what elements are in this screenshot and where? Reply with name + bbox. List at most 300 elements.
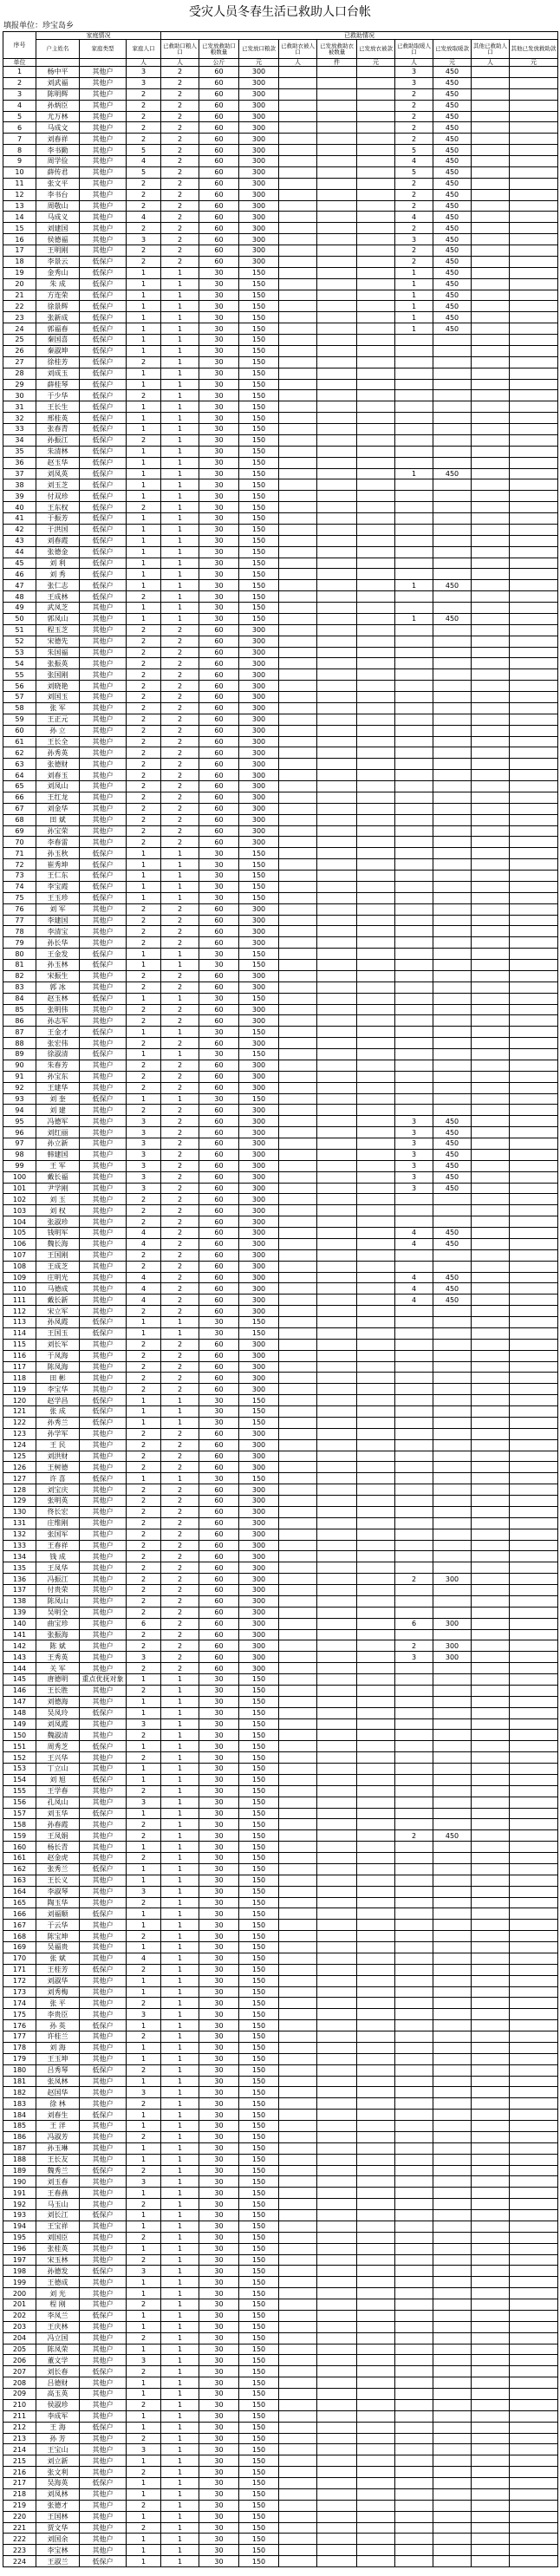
cell-seq: 175 [3, 2009, 36, 2020]
cell-clothing-qty [317, 89, 357, 101]
cell-householder: 刘长军 [36, 1340, 80, 1351]
cell-heating-persons [395, 737, 433, 748]
cell-other-money [510, 2311, 558, 2322]
cell-family-size: 1 [127, 2277, 161, 2288]
unit-cell: 公斤 [199, 59, 239, 67]
cell-clothing-money [357, 558, 395, 570]
cell-clothing-persons [279, 424, 317, 435]
cell-grain-persons: 1 [161, 2009, 199, 2020]
cell-clothing-money [357, 1462, 395, 1473]
cell-family-type: 其他户 [80, 1786, 127, 1797]
cell-seq: 6 [3, 122, 36, 134]
cell-other-money [510, 2455, 558, 2467]
cell-clothing-money [357, 1987, 395, 1999]
table-row [3, 837, 558, 848]
cell-heating-money [433, 994, 472, 1005]
cell-family-type: 低保户 [80, 390, 127, 401]
cell-clothing-qty [317, 1529, 357, 1541]
cell-clothing-money [357, 1797, 395, 1809]
cell-other-money [510, 1060, 558, 1072]
cell-other-money [510, 703, 558, 714]
table-row [3, 380, 558, 391]
cell-clothing-money [357, 2545, 395, 2556]
cell-heating-persons [395, 2087, 433, 2098]
cell-grain-persons: 2 [161, 1015, 199, 1027]
cell-grain-qty: 60 [199, 101, 239, 112]
cell-seq: 69 [3, 826, 36, 838]
cell-householder: 贾文华 [36, 2523, 80, 2534]
cell-heating-persons [395, 1853, 433, 1864]
cell-family-size: 3 [127, 2087, 161, 2098]
cell-heating-persons [395, 1072, 433, 1083]
cell-grain-persons: 1 [161, 848, 199, 859]
cell-clothing-money [357, 89, 395, 101]
cell-grain-qty: 30 [199, 435, 239, 447]
cell-clothing-money [357, 67, 395, 78]
table-row [3, 279, 558, 290]
cell-family-size: 1 [127, 279, 161, 290]
cell-family-type: 其他户 [80, 2455, 127, 2467]
cell-householder: 徐淑清 [36, 1049, 80, 1060]
cell-grain-money: 150 [239, 1842, 279, 1853]
cell-other-money [510, 502, 558, 513]
cell-family-type: 其他户 [80, 1652, 127, 1663]
cell-heating-persons [395, 1697, 433, 1708]
cell-grain-money: 300 [239, 1562, 279, 1574]
cell-grain-money: 150 [239, 1931, 279, 1942]
table-row [3, 916, 558, 927]
cell-clothing-qty [317, 2221, 357, 2233]
cell-heating-persons [395, 2009, 433, 2020]
cell-clothing-qty [317, 2423, 357, 2434]
cell-heating-persons [395, 2065, 433, 2077]
cell-clothing-qty [317, 781, 357, 792]
cell-clothing-persons [279, 603, 317, 614]
cell-family-size: 2 [127, 1362, 161, 1373]
cell-clothing-qty [317, 447, 357, 458]
cell-grain-money: 150 [239, 301, 279, 312]
cell-family-type: 低保户 [80, 1094, 127, 1105]
cell-grain-persons: 2 [161, 1484, 199, 1496]
cell-heating-money [433, 2489, 472, 2501]
cell-seq: 131 [3, 1518, 36, 1529]
cell-other-persons [472, 1819, 510, 1830]
cell-householder: 李成军 [36, 2411, 80, 2423]
cell-clothing-persons [279, 2523, 317, 2534]
cell-family-size: 1 [127, 859, 161, 871]
cell-clothing-persons [279, 112, 317, 123]
cell-seq: 208 [3, 2377, 36, 2389]
cell-grain-persons: 2 [161, 1596, 199, 1608]
cell-clothing-money [357, 223, 395, 234]
cell-grain-persons: 1 [161, 458, 199, 469]
cell-other-money [510, 223, 558, 234]
cell-clothing-persons [279, 401, 317, 413]
cell-householder: 宋振生 [36, 971, 80, 982]
cell-family-type: 低保户 [80, 2311, 127, 2322]
cell-householder: 李书勤 [36, 145, 80, 156]
cell-grain-money: 150 [239, 848, 279, 859]
cell-clothing-persons [279, 290, 317, 302]
cell-heating-money [433, 1719, 472, 1731]
cell-clothing-qty [317, 1473, 357, 1484]
cell-grain-qty: 30 [199, 2087, 239, 2098]
table-row [3, 826, 558, 838]
cell-grain-persons: 2 [161, 1262, 199, 1273]
cell-grain-persons: 1 [161, 2455, 199, 2467]
cell-family-size: 2 [127, 1529, 161, 1541]
cell-heating-money [433, 424, 472, 435]
cell-seq: 162 [3, 1864, 36, 1875]
cell-heating-money [433, 1060, 472, 1072]
cell-clothing-qty [317, 335, 357, 346]
cell-seq: 222 [3, 2534, 36, 2545]
cell-other-persons [472, 201, 510, 212]
cell-clothing-money [357, 1830, 395, 1842]
cell-clothing-persons [279, 916, 317, 927]
cell-clothing-persons [279, 2377, 317, 2389]
cell-clothing-money [357, 1306, 395, 1317]
cell-heating-money [433, 2311, 472, 2322]
cell-family-size: 1 [127, 1708, 161, 1719]
cell-clothing-qty [317, 2512, 357, 2523]
cell-family-type: 其他户 [80, 1875, 127, 1887]
table-row [3, 2244, 558, 2255]
cell-grain-money: 300 [239, 167, 279, 179]
cell-householder: 张文平 [36, 179, 80, 190]
cell-heating-money: 450 [433, 1127, 472, 1138]
cell-grain-qty: 30 [199, 2444, 239, 2455]
cell-clothing-money [357, 279, 395, 290]
cell-grain-qty: 30 [199, 2545, 239, 2556]
cell-grain-money: 300 [239, 1295, 279, 1306]
cell-heating-money [433, 346, 472, 357]
cell-other-money [510, 1418, 558, 1429]
cell-heating-persons [395, 1094, 433, 1105]
cell-heating-persons [395, 2455, 433, 2467]
cell-householder: 冯立国 [36, 2333, 80, 2344]
cell-householder: 刘建国 [36, 223, 80, 234]
column-header-clothing-qty: 已发放救助衣被数量 [317, 40, 357, 59]
cell-clothing-money [357, 346, 395, 357]
cell-seq: 221 [3, 2523, 36, 2534]
table-row [3, 525, 558, 536]
cell-clothing-persons [279, 190, 317, 201]
cell-family-size: 2 [127, 357, 161, 368]
cell-family-type: 低保户 [80, 424, 127, 435]
cell-householder: 刘玉华 [36, 1809, 80, 1820]
cell-grain-persons: 2 [161, 1551, 199, 1562]
cell-grain-money: 300 [239, 815, 279, 826]
cell-clothing-money [357, 1395, 395, 1406]
cell-family-size: 1 [127, 2210, 161, 2221]
unit-cell: 人 [395, 59, 433, 67]
cell-heating-money: 450 [433, 212, 472, 223]
cell-family-size: 1 [127, 2489, 161, 2501]
cell-heating-persons [395, 547, 433, 558]
cell-heating-persons [395, 1306, 433, 1317]
cell-family-type: 其他户 [80, 2199, 127, 2210]
cell-family-type: 低保户 [80, 335, 127, 346]
cell-grain-persons: 1 [161, 2444, 199, 2455]
table-row [3, 1619, 558, 1630]
cell-grain-money: 300 [239, 1005, 279, 1016]
table-row [3, 1842, 558, 1853]
cell-seq: 48 [3, 591, 36, 603]
cell-heating-money [433, 2199, 472, 2210]
cell-other-persons [472, 1351, 510, 1362]
cell-clothing-persons [279, 167, 317, 179]
cell-clothing-qty [317, 1027, 357, 1038]
cell-family-size: 2 [127, 190, 161, 201]
cell-other-persons [472, 547, 510, 558]
cell-heating-persons [395, 1686, 433, 1697]
cell-seq: 195 [3, 2233, 36, 2244]
cell-other-persons [472, 648, 510, 659]
cell-clothing-qty [317, 714, 357, 726]
cell-grain-money: 150 [239, 1697, 279, 1708]
cell-other-money [510, 1216, 558, 1228]
cell-clothing-qty [317, 1953, 357, 1965]
cell-grain-money: 300 [239, 212, 279, 223]
cell-clothing-money [357, 234, 395, 245]
cell-heating-money [433, 2155, 472, 2166]
cell-clothing-qty [317, 2501, 357, 2512]
cell-clothing-money [357, 179, 395, 190]
cell-family-size: 1 [127, 346, 161, 357]
cell-clothing-money [357, 1764, 395, 1775]
cell-grain-qty: 30 [199, 949, 239, 960]
table-row [3, 1809, 558, 1820]
cell-clothing-money [357, 1060, 395, 1072]
cell-other-money [510, 2400, 558, 2411]
cell-other-money [510, 2545, 558, 2556]
cell-grain-qty: 30 [199, 2210, 239, 2221]
cell-heating-persons [395, 1730, 433, 1741]
cell-grain-qty: 60 [199, 1619, 239, 1630]
cell-clothing-money [357, 859, 395, 871]
cell-clothing-money [357, 491, 395, 502]
cell-grain-money: 150 [239, 960, 279, 971]
cell-grain-money: 300 [239, 737, 279, 748]
cell-grain-qty: 30 [199, 1697, 239, 1708]
cell-heating-money [433, 1541, 472, 1552]
cell-clothing-money [357, 759, 395, 770]
cell-grain-qty: 30 [199, 2065, 239, 2077]
cell-family-size: 2 [127, 1819, 161, 1830]
cell-clothing-persons [279, 2545, 317, 2556]
table-row [3, 1262, 558, 1273]
cell-clothing-persons [279, 1362, 317, 1373]
cell-heating-persons [395, 435, 433, 447]
cell-clothing-persons [279, 1998, 317, 2009]
cell-heating-money: 450 [433, 167, 472, 179]
table-row [3, 770, 558, 781]
cell-family-size: 2 [127, 781, 161, 792]
cell-heating-persons [395, 1496, 433, 1507]
cell-family-type: 其他户 [80, 2121, 127, 2132]
cell-family-size: 2 [127, 1462, 161, 1473]
cell-family-size: 3 [127, 1150, 161, 1161]
cell-householder: 张国刚 [36, 669, 80, 681]
cell-other-persons [472, 1875, 510, 1887]
cell-clothing-qty [317, 1328, 357, 1340]
cell-heating-persons [395, 916, 433, 927]
cell-clothing-persons [279, 1049, 317, 1060]
cell-family-size: 2 [127, 648, 161, 659]
cell-grain-money: 300 [239, 770, 279, 781]
cell-clothing-money [357, 971, 395, 982]
cell-heating-persons [395, 2523, 433, 2534]
cell-heating-persons [395, 1663, 433, 1674]
cell-family-size: 1 [127, 2110, 161, 2121]
cell-grain-money: 300 [239, 223, 279, 234]
cell-other-persons [472, 1908, 510, 1920]
cell-family-size: 2 [127, 1686, 161, 1697]
column-header-grain-money: 已发放口粮款 [239, 40, 279, 59]
cell-grain-money: 300 [239, 636, 279, 648]
cell-seq: 166 [3, 1908, 36, 1920]
cell-family-type: 低保户 [80, 848, 127, 859]
cell-clothing-persons [279, 2389, 317, 2400]
cell-other-persons [472, 1228, 510, 1239]
cell-heating-persons [395, 591, 433, 603]
cell-other-money [510, 815, 558, 826]
cell-grain-qty: 60 [199, 1060, 239, 1072]
cell-other-persons [472, 1317, 510, 1328]
cell-family-type: 低保户 [80, 479, 127, 491]
cell-grain-money: 150 [239, 2176, 279, 2188]
cell-clothing-qty [317, 994, 357, 1005]
cell-other-persons [472, 1764, 510, 1775]
cell-family-type: 低保户 [80, 301, 127, 312]
cell-grain-persons: 2 [161, 1250, 199, 1262]
cell-heating-money [433, 804, 472, 815]
cell-other-persons [472, 994, 510, 1005]
cell-clothing-persons [279, 1585, 317, 1596]
cell-clothing-qty [317, 1194, 357, 1205]
cell-clothing-money [357, 770, 395, 781]
cell-clothing-qty [317, 1216, 357, 1228]
cell-seq: 13 [3, 201, 36, 212]
table-row [3, 1184, 558, 1195]
cell-other-money [510, 2344, 558, 2356]
table-row [3, 1161, 558, 1172]
cell-family-type: 其他户 [80, 2288, 127, 2299]
cell-family-size: 2 [127, 815, 161, 826]
cell-clothing-qty [317, 1830, 357, 1842]
cell-grain-persons: 2 [161, 1585, 199, 1596]
cell-family-size: 2 [127, 1574, 161, 1585]
cell-heating-money [433, 1194, 472, 1205]
cell-other-money [510, 2233, 558, 2244]
table-row [3, 1150, 558, 1161]
cell-clothing-qty [317, 1306, 357, 1317]
cell-seq: 91 [3, 1072, 36, 1083]
cell-heating-persons [395, 1775, 433, 1786]
cell-other-money [510, 714, 558, 726]
cell-heating-money [433, 1931, 472, 1942]
cell-seq: 138 [3, 1596, 36, 1608]
cell-heating-persons [395, 1049, 433, 1060]
cell-other-persons [472, 122, 510, 134]
cell-other-money [510, 580, 558, 591]
cell-family-type: 其他户 [80, 67, 127, 78]
cell-grain-persons: 1 [161, 1853, 199, 1864]
cell-seq: 176 [3, 2020, 36, 2031]
cell-other-persons [472, 380, 510, 391]
cell-other-persons [472, 1630, 510, 1641]
cell-heating-persons [395, 401, 433, 413]
cell-other-money [510, 469, 558, 480]
cell-grain-persons: 1 [161, 614, 199, 625]
cell-grain-money: 150 [239, 2389, 279, 2400]
cell-heating-money [433, 2512, 472, 2523]
cell-family-size: 1 [127, 1049, 161, 1060]
cell-other-money [510, 1049, 558, 1060]
cell-family-size: 2 [127, 792, 161, 804]
cell-seq: 95 [3, 1116, 36, 1127]
cell-grain-persons: 2 [161, 714, 199, 726]
cell-clothing-persons [279, 759, 317, 770]
cell-grain-money: 150 [239, 1730, 279, 1741]
cell-seq: 20 [3, 279, 36, 290]
cell-family-type: 其他户 [80, 201, 127, 212]
table-row [3, 2121, 558, 2132]
cell-other-persons [472, 614, 510, 625]
cell-heating-persons: 4 [395, 156, 433, 167]
cell-other-persons [472, 2545, 510, 2556]
cell-family-size: 1 [127, 1764, 161, 1775]
cell-other-money [510, 2277, 558, 2288]
cell-grain-money: 300 [239, 89, 279, 101]
cell-clothing-money [357, 960, 395, 971]
cell-grain-persons: 2 [161, 89, 199, 101]
cell-heating-persons: 2 [395, 190, 433, 201]
cell-family-type: 其他户 [80, 2188, 127, 2199]
cell-family-size: 1 [127, 2411, 161, 2423]
cell-clothing-persons [279, 1015, 317, 1027]
cell-heating-money [433, 1462, 472, 1473]
cell-heating-persons: 3 [395, 1138, 433, 1150]
cell-clothing-persons [279, 770, 317, 781]
cell-family-size: 1 [127, 2311, 161, 2322]
cell-family-type: 其他户 [80, 2333, 127, 2344]
cell-grain-persons: 1 [161, 2155, 199, 2166]
cell-seq: 4 [3, 101, 36, 112]
cell-other-money [510, 804, 558, 815]
cell-clothing-money [357, 2444, 395, 2455]
cell-family-type: 低保户 [80, 413, 127, 424]
cell-heating-money [433, 1898, 472, 1909]
cell-grain-persons: 1 [161, 1797, 199, 1809]
cell-clothing-qty [317, 2266, 357, 2277]
cell-grain-money: 150 [239, 1998, 279, 2009]
cell-grain-persons: 2 [161, 759, 199, 770]
cell-grain-money: 150 [239, 401, 279, 413]
table-row [3, 1574, 558, 1585]
cell-family-size: 2 [127, 904, 161, 916]
cell-heating-money: 450 [433, 179, 472, 190]
cell-grain-qty: 60 [199, 1484, 239, 1496]
cell-grain-money: 150 [239, 2322, 279, 2333]
cell-family-type: 其他户 [80, 1216, 127, 1228]
cell-clothing-persons [279, 904, 317, 916]
cell-other-persons [472, 2299, 510, 2311]
cell-grain-qty: 30 [199, 301, 239, 312]
cell-grain-qty: 30 [199, 2098, 239, 2110]
table-row [3, 323, 558, 335]
